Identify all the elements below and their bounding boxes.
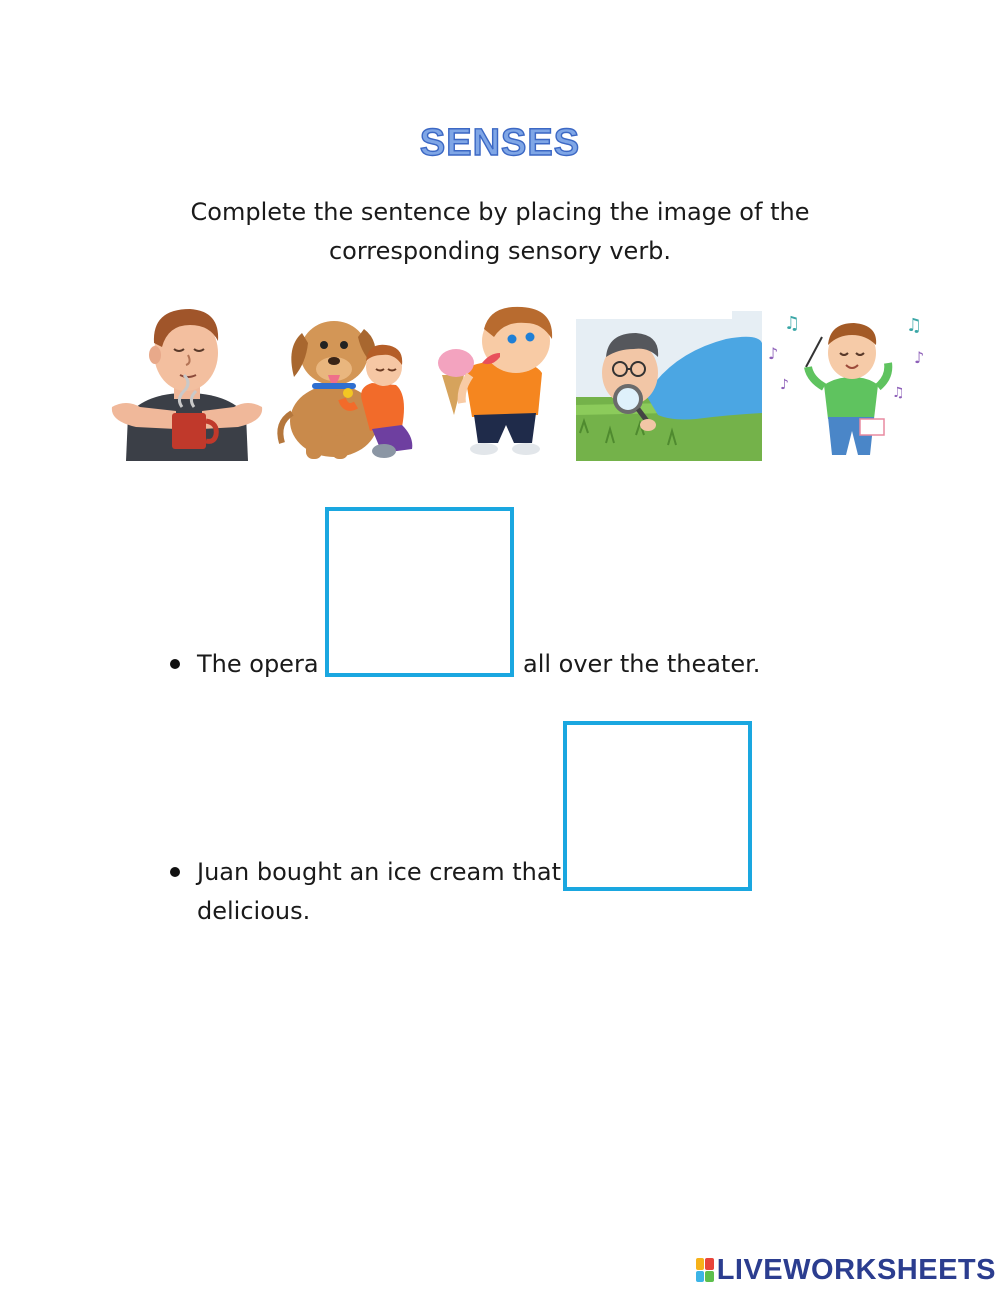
- sentence-2-before: Juan bought an ice cream that: [197, 858, 562, 886]
- sentence-1-after: all over the theater.: [523, 650, 761, 678]
- svg-text:♪: ♪: [768, 344, 779, 363]
- instructions: [150, 193, 850, 271]
- worksheet-title: SENSES: [419, 122, 581, 164]
- look-image[interactable]: [576, 303, 762, 461]
- sentence-1-before: The opera: [197, 650, 319, 678]
- liveworksheets-logo[interactable]: [696, 1252, 996, 1288]
- brand-name: LIVEWORKSHEETS: [716, 1253, 996, 1286]
- svg-text:♪: ♪: [914, 348, 925, 367]
- touch-image[interactable]: [272, 303, 426, 461]
- taste-image[interactable]: [434, 303, 566, 461]
- boy-listening-music-icon: [766, 303, 936, 461]
- instructions-line-1: Complete the sentence by placing the image of the: [190, 198, 810, 226]
- svg-text:♫: ♫: [784, 313, 801, 334]
- svg-text:♫: ♫: [892, 385, 905, 401]
- bullet-2: [170, 867, 180, 877]
- man-smelling-coffee-icon: [106, 303, 268, 461]
- man-with-magnifying-glass-icon: [576, 303, 762, 461]
- svg-text:♫: ♫: [906, 315, 923, 336]
- instructions-line-2: corresponding sensory verb.: [328, 237, 672, 265]
- boy-hugging-dog-icon: [272, 303, 426, 461]
- sentence-2-line-2: delicious.: [197, 897, 311, 925]
- hear-image[interactable]: [766, 303, 936, 461]
- boy-licking-ice-cream-icon: [434, 303, 566, 461]
- svg-text:♪: ♪: [780, 377, 789, 393]
- bullet-1: [170, 659, 180, 669]
- smell-image[interactable]: [106, 303, 268, 461]
- answer-box-1[interactable]: [325, 507, 514, 677]
- liveworksheets-mark-icon: [696, 1258, 714, 1282]
- answer-box-2[interactable]: [563, 721, 752, 891]
